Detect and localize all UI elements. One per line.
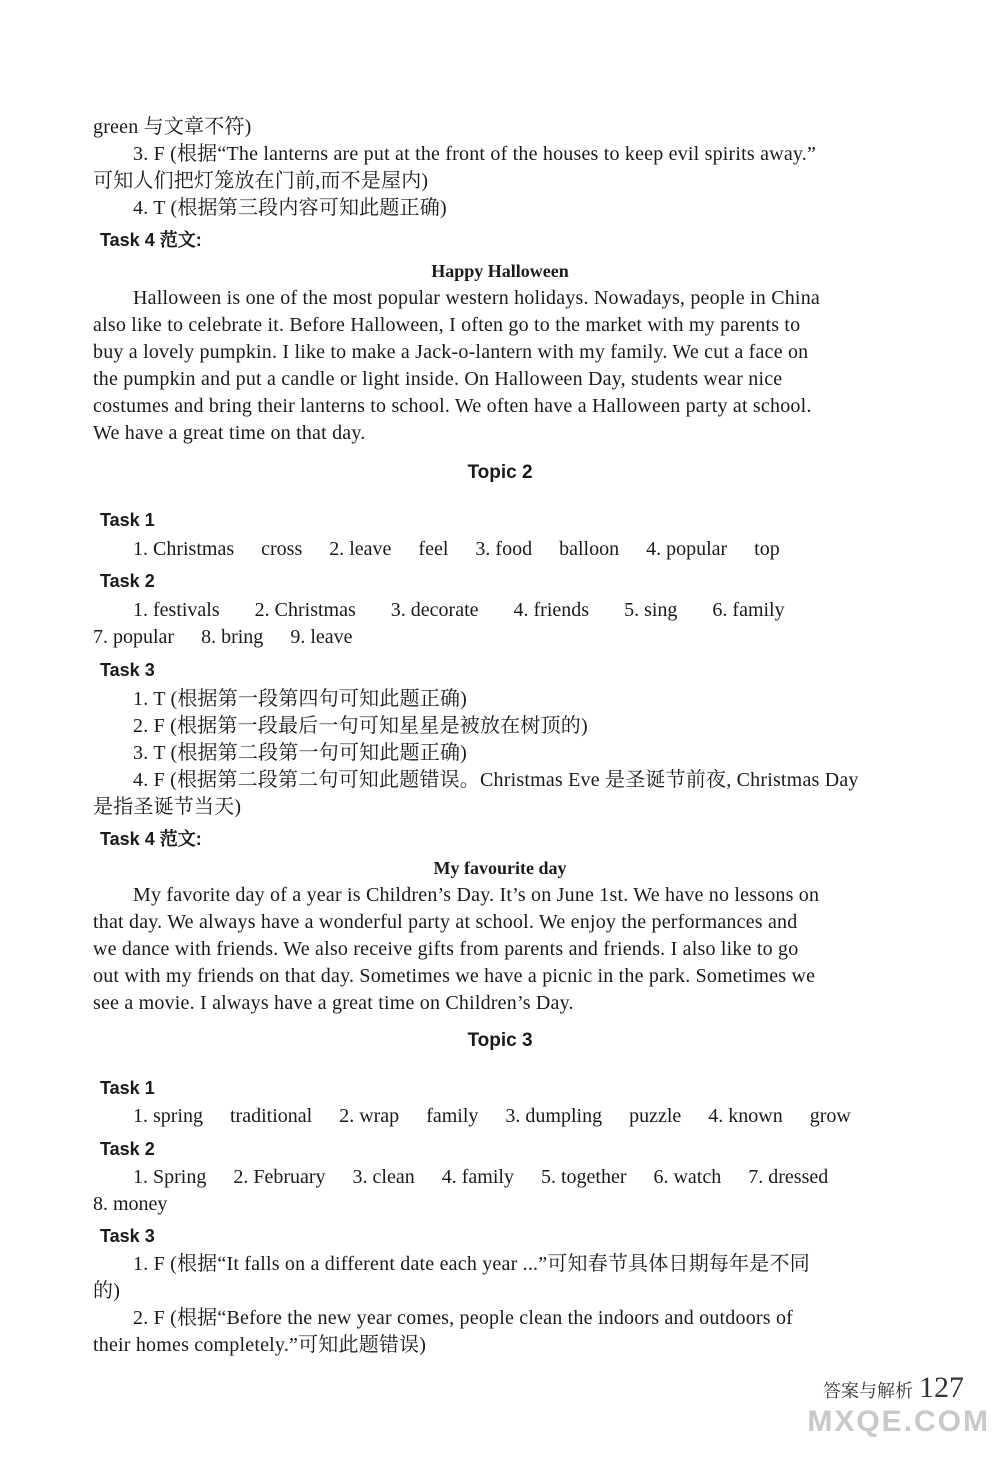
- answer: 8. bring: [201, 626, 264, 648]
- answer: feel: [418, 538, 449, 560]
- text-line: 是指圣诞节当天): [93, 796, 242, 818]
- essay-line: we dance with friends. We also receive gifts from parents and friends. I also like to go: [93, 938, 799, 960]
- answer: 2. wrap: [339, 1105, 400, 1127]
- page-number: 127: [919, 1371, 964, 1404]
- essay-title: My favourite day: [433, 858, 567, 878]
- answer: 2. February: [233, 1166, 326, 1188]
- answer: cross: [261, 538, 303, 560]
- text-line: 的): [93, 1280, 121, 1302]
- answer: 2. Christmas: [254, 599, 356, 621]
- task-heading: Task 3: [100, 1226, 155, 1246]
- text-line: 1. T (根据第一段第四句可知此题正确): [133, 688, 468, 710]
- answer: traditional: [230, 1105, 313, 1127]
- task-heading: Task 1: [100, 1078, 155, 1098]
- answer: 8. money: [93, 1193, 168, 1215]
- essay-line: My favorite day of a year is Children’s Day. It’s on June 1st. We have no lessons on: [133, 884, 820, 906]
- text-line: 可知人们把灯笼放在门前,而不是屋内): [93, 170, 429, 192]
- answer: 3. dumpling: [505, 1105, 603, 1127]
- essay-line: see a movie. I always have a great time on Children’s Day.: [93, 992, 574, 1014]
- answer: 2. leave: [329, 538, 392, 560]
- text-line: 4. T (根据第三段内容可知此题正确): [133, 197, 447, 219]
- answer: grow: [809, 1105, 851, 1127]
- answer: 1. festivals: [133, 599, 220, 621]
- task-heading: Task 1: [100, 510, 155, 530]
- answer: top: [754, 538, 780, 560]
- essay-line: that day. We always have a wonderful party at school. We enjoy the performances and: [93, 911, 798, 933]
- text-line: green 与文章不符): [93, 116, 252, 138]
- essay-title: Happy Halloween: [431, 261, 569, 281]
- answer: balloon: [559, 538, 620, 560]
- answer: 4. popular: [646, 538, 728, 560]
- text-line: 3. F (根据“The lanterns are put at the front of the houses to keep evil spirits away.”: [133, 143, 817, 165]
- answer: 3. clean: [352, 1166, 415, 1188]
- essay-line: out with my friends on that day. Sometimes we have a picnic in the park. Sometimes we: [93, 965, 816, 987]
- answer-row: [133, 597, 807, 623]
- answer-row: [133, 536, 802, 562]
- essay-line: costumes and bring their lanterns to school. We often have a Halloween party at school.: [93, 395, 812, 417]
- answer: 3. food: [475, 538, 533, 560]
- answer: 1. Spring: [133, 1166, 207, 1188]
- footer-label: 答案与解析: [823, 1381, 913, 1401]
- answer: 6. family: [712, 599, 785, 621]
- answer: family: [426, 1105, 479, 1127]
- essay-line: the pumpkin and put a candle or light inside. On Halloween Day, students wear nice: [93, 368, 783, 390]
- text-line: 2. F (根据“Before the new year comes, people clean the indoors and outdoors of: [133, 1307, 794, 1329]
- text-line: 2. F (根据第一段最后一句可知星星是被放在树顶的): [133, 715, 588, 737]
- answer-row: [93, 1191, 189, 1217]
- task-heading: Task 4 范文:: [100, 829, 202, 849]
- text-line: 3. T (根据第二段第一句可知此题正确): [133, 742, 468, 764]
- topic-title: Topic 3: [467, 1030, 533, 1051]
- answer: puzzle: [629, 1105, 682, 1127]
- answer: 1. spring: [133, 1105, 203, 1127]
- answer-row: [133, 1164, 850, 1190]
- answer: 5. together: [540, 1166, 627, 1188]
- text-line: their homes completely.”可知此题错误): [93, 1334, 427, 1356]
- answer: 9. leave: [290, 626, 353, 648]
- answer-row: [93, 624, 375, 650]
- text-line: 1. F (根据“It falls on a different date each year ...”可知春节具体日期每年是不同: [133, 1253, 810, 1275]
- task-heading: Task 2: [100, 571, 155, 591]
- answer: 4. family: [441, 1166, 514, 1188]
- watermark: MXQE.COM: [807, 1405, 990, 1438]
- answer: 4. known: [708, 1105, 783, 1127]
- essay-line: buy a lovely pumpkin. I like to make a Jack-o-lantern with my family. We cut a face on: [93, 341, 809, 363]
- task-heading: Task 2: [100, 1139, 155, 1159]
- topic-title: Topic 2: [467, 462, 533, 483]
- answer: 5. sing: [624, 599, 678, 621]
- essay-line: also like to celebrate it. Before Halloween, I often go to the market with my parents to: [93, 314, 801, 336]
- essay-line: Halloween is one of the most popular western holidays. Nowadays, people in China: [133, 287, 820, 309]
- answer: 7. popular: [93, 626, 175, 648]
- essay-line: We have a great time on that day.: [93, 422, 366, 444]
- text-line: 4. F (根据第二段第二句可知此题错误。Christmas Eve 是圣诞节前夜, Christmas Day: [133, 769, 859, 791]
- answer: 6. watch: [653, 1166, 722, 1188]
- answer-row: [133, 1103, 873, 1129]
- task-heading: Task 3: [100, 660, 155, 680]
- answer: 1. Christmas: [133, 538, 235, 560]
- task-heading: Task 4 范文:: [100, 230, 202, 250]
- answer: 4. friends: [513, 599, 590, 621]
- answer: 3. decorate: [390, 599, 479, 621]
- answer: 7. dressed: [748, 1166, 829, 1188]
